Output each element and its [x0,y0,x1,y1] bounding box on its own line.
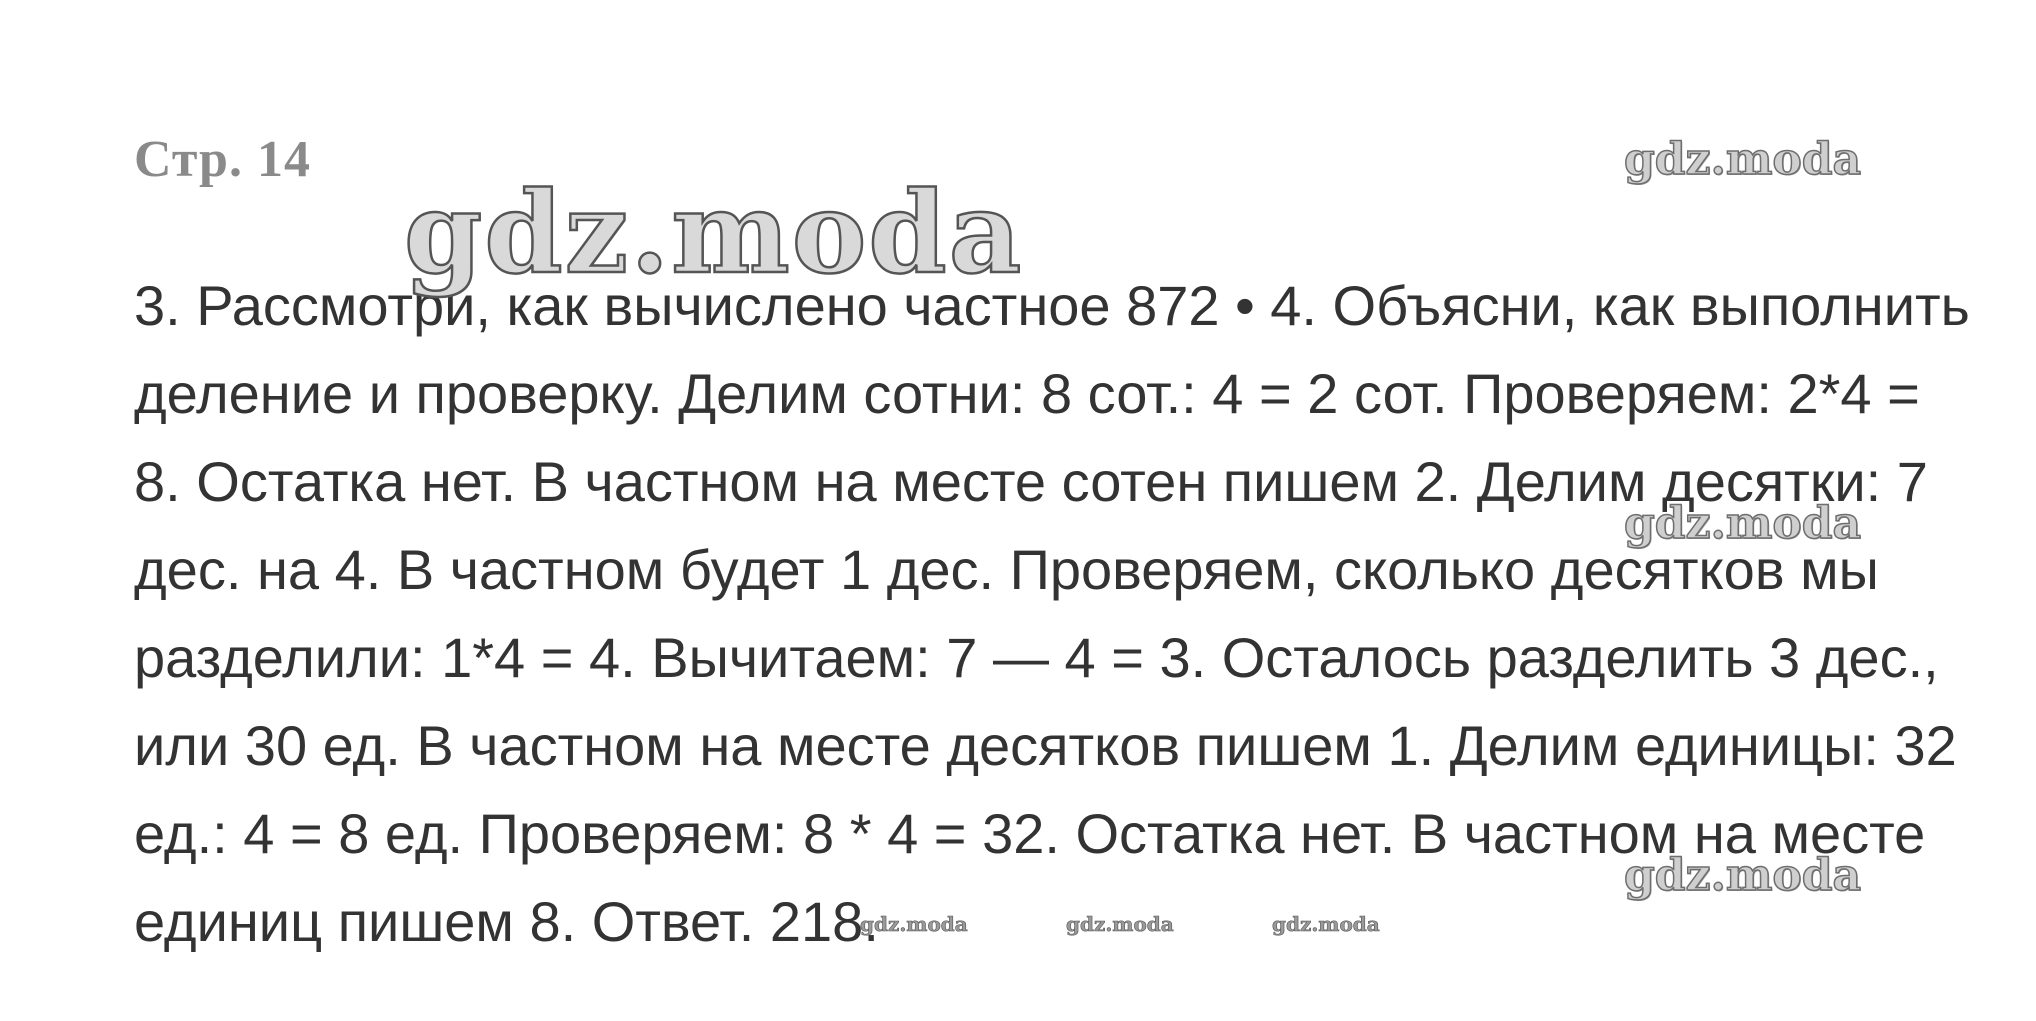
watermark-small-3: gdz.moda [1272,912,1380,936]
text-line-5: разделили: 1*4 = 4. Вычитаем: 7 — 4 = 3. Осталось разделить 3 дес., [134,626,1939,689]
text-line-6: или 30 ед. В частном на месте десятков пишем 1. Делим единицы: 32 [134,714,1957,777]
text-line-3: 8. Остатка нет. В частном на месте сотен пишем 2. Делим десятки: 7 [134,450,1928,513]
text-line-8: единиц пишем 8. Ответ. 218. [134,890,879,953]
text-line-7: ед.: 4 = 8 ед. Проверяем: 8 * 4 = 32. Остатка нет. В частном на месте [134,802,1926,865]
text-line-2: деление и проверку. Делим сотни: 8 сот.: 4 = 2 сот. Проверяем: 2*4 = [134,362,1920,425]
watermark-right-top: gdz.moda [1624,134,1862,185]
text-line-1: 3. Рассмотри, как вычислено частное 872 • 4. Объясни, как выполнить [134,274,1970,337]
watermark-right-bottom: gdz.moda [1624,850,1862,901]
page-number: Стр. 14 [134,131,311,188]
watermark-small-1: gdz.moda [860,912,968,936]
watermark-right-middle: gdz.moda [1624,498,1862,549]
text-line-4: дес. на 4. В частном будет 1 дес. Проверяем, сколько десятков мы [134,538,1879,601]
solution-text [134,262,1970,966]
watermark-large: gdz.moda [404,168,1024,299]
watermark-small-2: gdz.moda [1066,912,1174,936]
